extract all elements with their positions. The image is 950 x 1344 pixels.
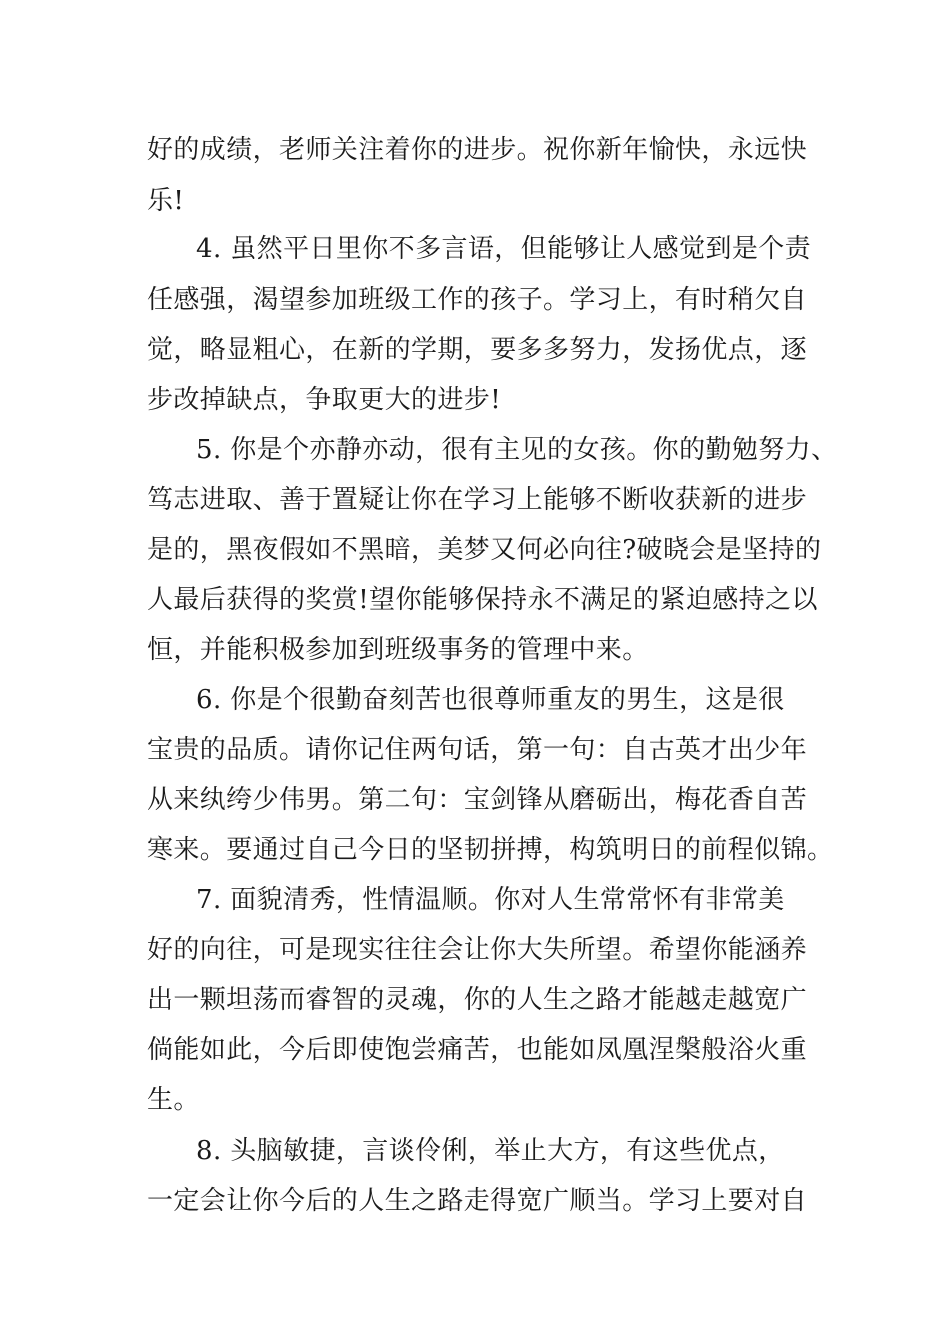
text-line: 从来纨绔少伟男。第二句：宝剑锋从磨砺出，梅花香自苦: [147, 785, 808, 815]
paragraph-5-start: 5. 你是个亦静亦动，很有主见的女孩。你的勤勉努力、: [196, 435, 838, 465]
text-line: 觉，略显粗心，在新的学期，要多多努力，发扬优点，逐: [147, 335, 808, 365]
text-line: 是的，黑夜假如不黑暗，美梦又何必向往?破晓会是坚持的: [147, 535, 822, 565]
text-line: 恒，并能积极参加到班级事务的管理中来。: [147, 635, 649, 665]
text-line: 步改掉缺点，争取更大的进步!: [147, 385, 502, 415]
paragraph-4-start: 4. 虽然平日里你不多言语，但能够让人感觉到是个责: [196, 234, 812, 264]
text-line: 好的向往，可是现实往往会让你大失所望。希望你能涵养: [147, 935, 808, 965]
text-line: 倘能如此，今后即使饱尝痛苦，也能如凤凰涅槃般浴火重: [147, 1035, 808, 1065]
text-line: 宝贵的品质。请你记住两句话，第一句：自古英才出少年: [147, 735, 808, 765]
text-line: 一定会让你今后的人生之路走得宽广顺当。学习上要对自: [147, 1186, 808, 1216]
text-line: 乐!: [147, 186, 185, 216]
text-line: 出一颗坦荡而睿智的灵魂，你的人生之路才能越走越宽广: [147, 985, 808, 1015]
text-line: 任感强，渴望参加班级工作的孩子。学习上，有时稍欠自: [147, 285, 808, 315]
paragraph-7-start: 7. 面貌清秀，性情温顺。你对人生常常怀有非常美: [196, 885, 785, 915]
text-line: 笃志进取、善于置疑让你在学习上能够不断收获新的进步: [147, 485, 808, 515]
text-line: 寒来。要通过自己今日的坚韧拼搏，构筑明日的前程似锦。: [147, 835, 834, 865]
text-line: 好的成绩，老师关注着你的进步。祝你新年愉快，永远快: [147, 135, 808, 165]
text-line: 生。: [147, 1085, 200, 1115]
text-line: 人最后获得的奖赏!望你能够保持永不满足的紧迫感持之以: [147, 585, 818, 615]
paragraph-8-start: 8. 头脑敏捷，言谈伶俐，举止大方，有这些优点，: [196, 1136, 785, 1166]
paragraph-6-start: 6. 你是个很勤奋刻苦也很尊师重友的男生，这是很: [196, 685, 785, 715]
